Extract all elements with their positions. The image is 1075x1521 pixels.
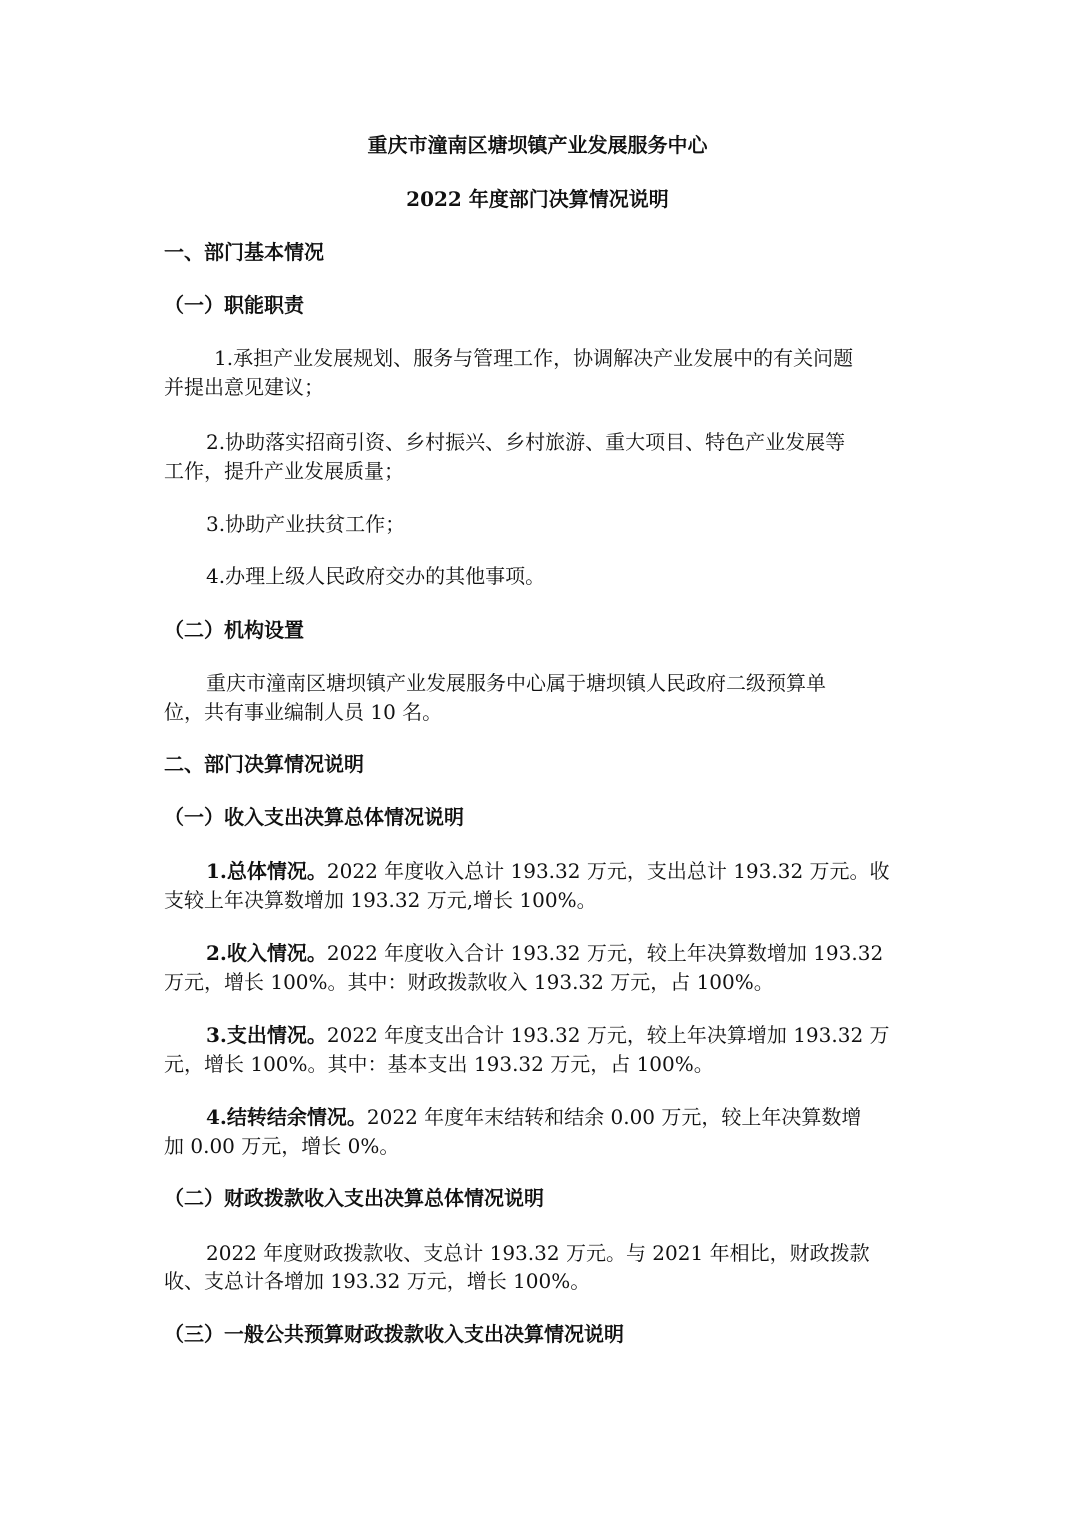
para-2-label: 2.收入情况。 [206,941,327,965]
section-1-2-heading: （二）机构设置 [164,618,304,642]
para-1-line-b: 支较上年决算数增加 193.32 万元,增长 100%。 [164,888,597,912]
duty-2-line-a: 2.协助落实招商引资、乡村振兴、乡村旅游、重大项目、特色产业发展等 [206,430,846,454]
duty-1-line-a: 1.承担产业发展规划、服务与管理工作，协调解决产业发展中的有关问题 [214,346,854,370]
section-1-heading: 一、部门基本情况 [164,240,324,264]
duty-2-line-b: 工作，提升产业发展质量； [164,459,404,483]
para-2-line-a [206,940,883,966]
section-2-2-heading: （二）财政拨款收入支出决算总体情况说明 [164,1186,544,1210]
para-1-text-a: 2022 年度收入总计 193.32 万元，支出总计 193.32 万元。收 [326,859,890,883]
org-line-a: 重庆市潼南区塘坝镇产业发展服务中心属于塘坝镇人民政府二级预算单 [206,671,826,695]
duty-4: 4.办理上级人民政府交办的其他事项。 [206,564,546,588]
doc-title-line2: 2022 年度部门决算情况说明 [406,187,669,211]
para-2-text-a: 2022 年度收入合计 193.32 万元，较上年决算数增加 193.32 [326,941,884,965]
para-3-line-b: 元，增长 100%。其中：基本支出 193.32 万元，占 100%。 [164,1052,714,1076]
para-3-label: 3.支出情况。 [206,1023,327,1047]
section-2-1-heading: （一）收入支出决算总体情况说明 [164,805,464,829]
section-2-heading: 二、部门决算情况说明 [164,752,364,776]
para-4-text-a: 2022 年度年末结转和结余 0.00 万元，较上年决算数增 [366,1105,862,1129]
section-1-1-heading: （一）职能职责 [164,293,304,317]
para-1-label: 1.总体情况。 [206,859,327,883]
duty-3: 3.协助产业扶贫工作； [206,512,406,536]
para-3-line-a [206,1022,890,1048]
para-2-line-b: 万元，增长 100%。其中：财政拨款收入 193.32 万元，占 100%。 [164,970,774,994]
para-3-text-a: 2022 年度支出合计 193.32 万元，较上年决算增加 193.32 万 [326,1023,890,1047]
para-4-line-b: 加 0.00 万元，增长 0%。 [164,1134,400,1158]
para-4-label: 4.结转结余情况。 [206,1105,367,1129]
section-2-3-heading: （三）一般公共预算财政拨款收入支出决算情况说明 [164,1322,624,1346]
org-line-b: 位，共有事业编制人员 10 名。 [164,700,443,724]
para-1-line-a [206,858,890,884]
doc-title-line1: 重庆市潼南区塘坝镇产业发展服务中心 [367,133,708,157]
duty-1-line-b: 并提出意见建议； [164,375,324,399]
fin-line-a: 2022 年度财政拨款收、支总计 193.32 万元。与 2021 年相比，财政拨款 [206,1241,870,1265]
para-4-line-a [206,1104,861,1130]
fin-line-b: 收、支总计各增加 193.32 万元，增长 100%。 [164,1269,591,1293]
